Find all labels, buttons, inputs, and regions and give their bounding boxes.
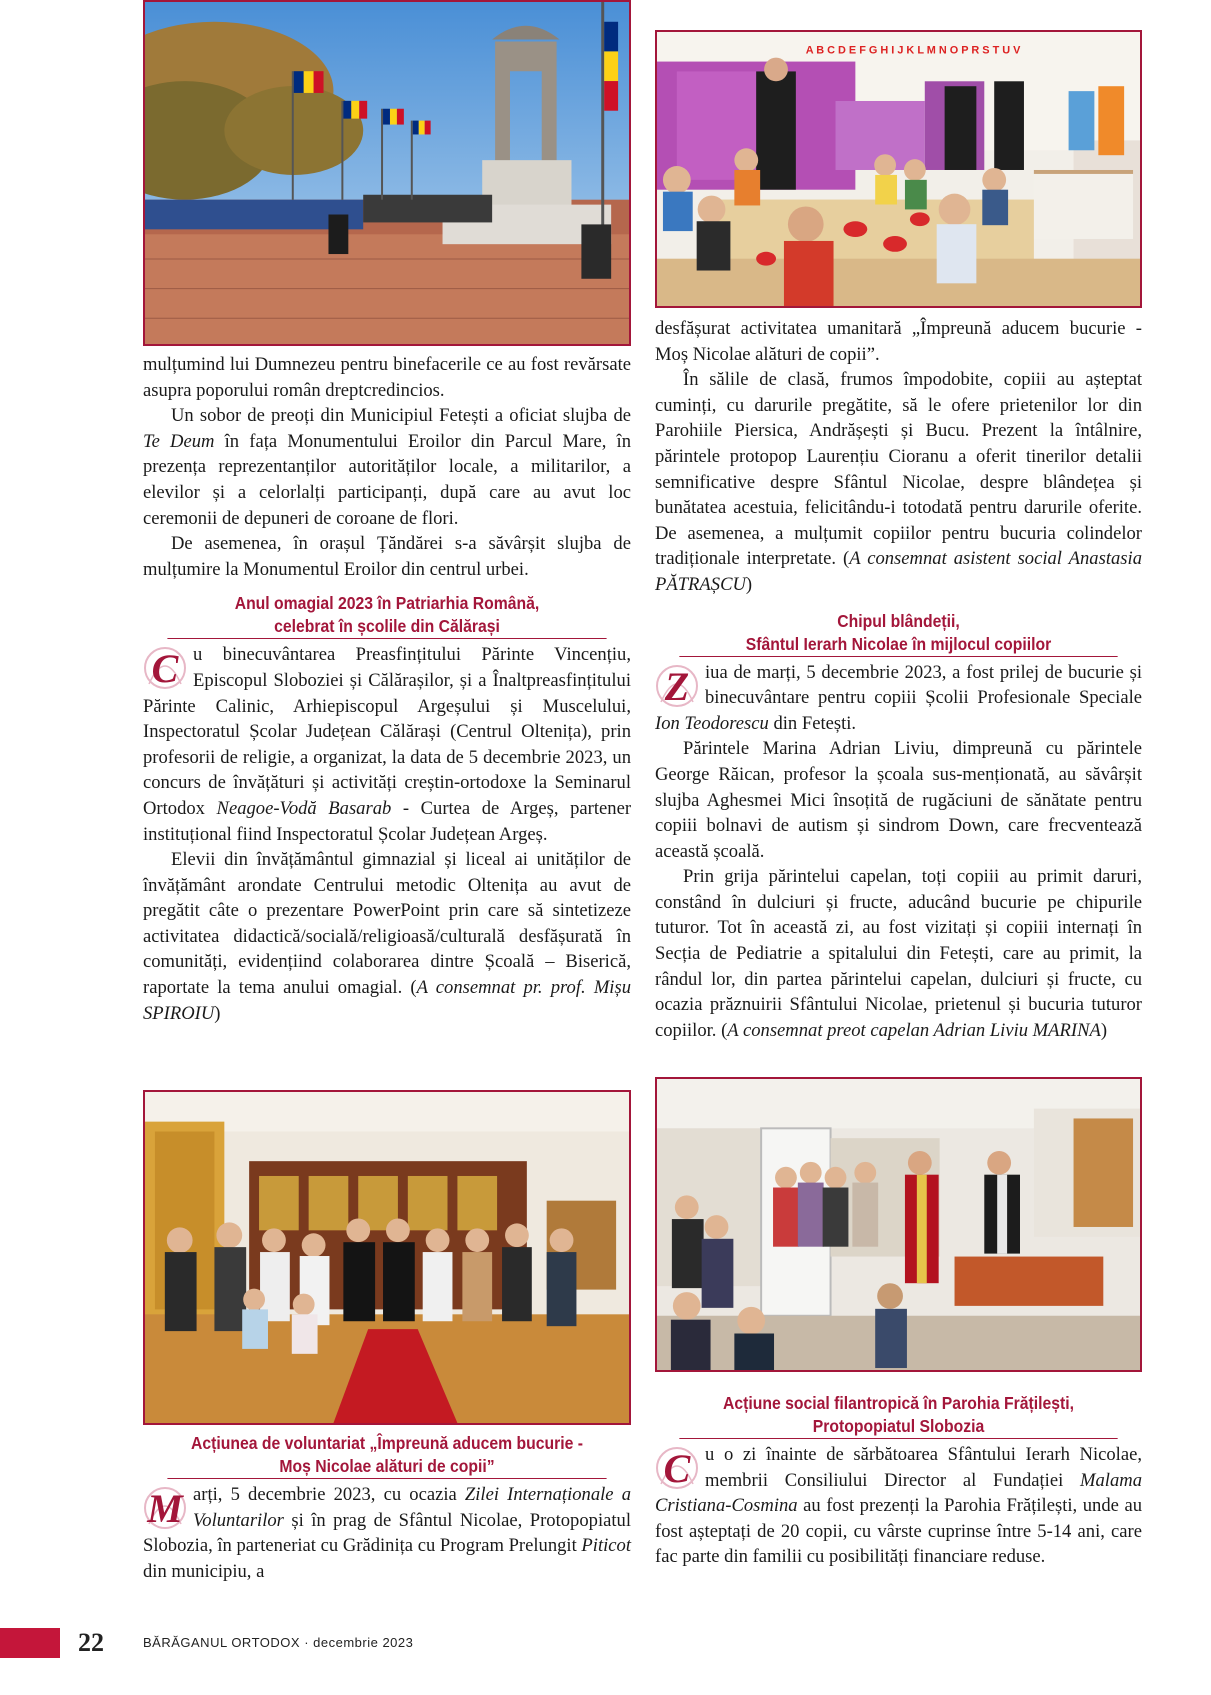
- article-3-body: [655, 660, 1142, 1044]
- continued-paragraph-1: desfășurat activitatea umanitară „Împreună aducem bucurie - Moș Nicolae alături de copii”.: [655, 318, 1142, 365]
- article-4-body: [655, 1442, 1142, 1570]
- left-column: [143, 352, 631, 1026]
- article-2-title-line-1: Acțiunea de voluntariat „Împreună aducem bucurie -: [190, 1433, 584, 1453]
- article-2-heading: [143, 1432, 631, 1479]
- article-3-paragraph-1: iua de marți, 5 decembrie 2023, a fost prilej de bucurie și binecuvântare pentru copiii Școlii Profesionale Speciale Ion Teodorescu din Fetești.: [655, 661, 1142, 734]
- photo-special-school-blessing: [655, 1077, 1142, 1372]
- article-4-title-line-2: Protopopiatul Slobozia: [679, 1415, 1117, 1439]
- classroom-alphabet-banner: A B C D E F G H I J K L M N O P R S T U V: [805, 44, 1021, 57]
- italic-text: A consemnat preot capelan Adrian Liviu MARINA: [727, 1019, 1101, 1041]
- dropcap-letter: C: [663, 1446, 691, 1491]
- photo-kindergarten-classroom: [655, 30, 1142, 308]
- article-3-heading: [655, 610, 1142, 657]
- article-1-title-line-1: Anul omagial 2023 în Patriarhia Română,: [234, 593, 540, 614]
- italic-text: A consemnat asistent social Anastasia PĂTRAȘCU: [655, 548, 1142, 595]
- dropcap-letter: M: [147, 1486, 183, 1531]
- photo-seminary-group: [143, 1090, 631, 1425]
- italic-text: A consemnat pr. prof. Mișu SPIROIU: [143, 977, 632, 1024]
- intro-paragraph-3: De asemenea, în orașul Țăndărei s-a săvârșit slujba de mulțumire la Monumentul Eroilor din centrul urbei.: [143, 533, 631, 580]
- page-number: 22: [78, 1628, 104, 1657]
- article-3-title-line-1: Chipul blândeții,: [837, 610, 960, 631]
- italic-text: Malama Cristiana-Cosmina: [655, 1469, 1142, 1517]
- article-1-title-line-2: celebrat în școlile din Călărași: [167, 615, 606, 639]
- intro-paragraph-2: Un sobor de preoți din Municipiul Fetești a oficiat slujba de Te Deum în fața Monumentului Eroilor din Parcul Mare, în prezența reprezentanților autorităților locale, a militarilor, a elevilor și a celorlalți participanți, după care au avut loc ceremonii de depuneri de coroane de flori.: [143, 405, 631, 529]
- continued-paragraph-2: În sălile de clasă, frumos împodobite, copiii au așteptat cuminți, cu darurile pregătite, să le ofere prietenilor lor din Parohiile Piersica, Andrășești și Bucu. Prezent la întâlnire, părintele protopop Laurențiu Cioranu a oferit tinerilor detalii semnificative despre Sfântul Nicolae, despre blândețea și bunătatea acestuia, felicitându-i totodată pentru darurile oferite. De asemenea, a mulțumit copiilor pentru bucuria colindelor tradiționale interpretate. (A consemnat asistent social Anastasia PĂTRAȘCU): [655, 369, 1142, 595]
- photo-monument-ceremony: [143, 0, 631, 346]
- article-3-title-line-2: Sfântul Ierarh Nicolae în mijlocul copiilor: [679, 633, 1117, 657]
- article-2-paragraph-1: arți, 5 decembrie 2023, cu ocazia Zilei Internaționale a Voluntarilor și în prag de Sfântul Nicolae, Protopopiatul Slobozia, în parteneriat cu Grădinița cu Program Prelungit Piticot din municipiu, a: [143, 1484, 631, 1582]
- article-4-heading: [655, 1392, 1142, 1439]
- italic-text: Piticot: [581, 1535, 631, 1557]
- article-1-paragraph-1: u binecuvântarea Preasfințitului Părinte Vincențiu, Episcopul Sloboziei și Călărașilor, și a Înaltpreasfințitului Părinte Calinic, Arhiepiscopul Argeșului și Muscelului, Inspectoratul Școlar Județean Călărași (Centrul Oltenița), prin profesorii de religie, a organizat, la data de 5 decembrie 2023, un concurs de învățături și activități creștin-ortodoxe la Seminarul Ortodox Neagoe-Vodă Basarab - Curtea de Argeș, partener instituțional fiind Inspectoratul Școlar Județean Argeș.: [143, 644, 632, 845]
- right-bottom-column: [655, 1392, 1142, 1570]
- dropcap-ornament: [143, 646, 187, 690]
- intro-paragraph-1: mulțumind lui Dumnezeu pentru binefacerile ce au fost revărsate asupra poporului român dreptcredincios.: [143, 354, 631, 401]
- italic-text: Zilei Internaționale a Voluntarilor: [193, 1484, 631, 1531]
- article-4-title-line-1: Acțiune social filantropică în Parohia Frățilești,: [723, 1393, 1074, 1413]
- right-column: [655, 316, 1142, 1043]
- article-3-paragraph-2: Părintele Marina Adrian Liviu, dimpreună cu părintele George Răican, profesor la școala sus-menționată, au săvârșit slujba Aghesmei Mici însoțită de rugăciuni de sănătate pentru copiii bolnavi de autism și sindrom Down, care frecventează această școală.: [655, 738, 1142, 862]
- dropcap-ornament: [655, 1446, 699, 1490]
- italic-text: Te Deum: [143, 430, 215, 452]
- footer-accent-bar: [0, 1628, 60, 1658]
- article-1-paragraph-2: Elevii din învățământul gimnazial și liceal ai unităților de învățământ arondate Centrului metodic Oltenița au avut de pregătit câte o prezentare PowerPoint prin care să sintetizeze activitatea didactică/socială/religioasă/culturală desfășurată în comunități, evidențiind colaborarea dintre Școală – Biserică, raportate la tema anului omagial. (A consemnat pr. prof. Mișu SPIROIU): [143, 849, 632, 1024]
- article-2-body: [143, 1482, 631, 1584]
- left-bottom-column: [143, 1432, 631, 1584]
- issue-date: decembrie 2023: [313, 1635, 414, 1650]
- article-1-body: [143, 642, 631, 1026]
- footer-magazine-line: [143, 1633, 413, 1653]
- article-3-paragraph-3: Prin grija părintelui capelan, toți copiii au primit daruri, constând în dulciuri și fructe, aducând bucurie pe chipurile tuturor. Tot în această zi, au fost vizitați și copiii internați în Secția de Pediatrie a spitalului din Fetești, care au primit, la rândul lor, din partea părintelui capelan, dulciuri și fructe, cu ocazia prăznuirii Sfântului Nicolae, prietenul și bucuria tuturor copiilor. (A consemnat preot capelan Adrian Liviu MARINA): [655, 866, 1142, 1041]
- italic-text: Neagoe-Vodă Basarab: [216, 797, 392, 819]
- footer-separator: ·: [300, 1635, 314, 1650]
- dropcap-ornament: [143, 1486, 187, 1530]
- dropcap-letter: C: [151, 646, 179, 692]
- dropcap-letter: Z: [664, 663, 690, 709]
- italic-text: Ion Teodorescu: [655, 712, 769, 734]
- article-2-title-line-2: Moș Nicolae alături de copii”: [167, 1455, 606, 1479]
- article-1-heading: [143, 592, 631, 639]
- dropcap-ornament: [655, 664, 699, 708]
- article-4-paragraph-1: u o zi înainte de sărbătoarea Sfântului Ierarh Nicolae, membrii Consiliului Director al Fundației Malama Cristiana-Cosmina au fost prezenți la Parohia Frățilești, unde au fost așteptați de 20 copii, cu vârste cuprinse între 5-14 ani, care fac parte din familii cu posibilități financiare reduse.: [655, 1444, 1142, 1568]
- magazine-name: BĂRĂGANUL ORTODOX: [143, 1635, 301, 1650]
